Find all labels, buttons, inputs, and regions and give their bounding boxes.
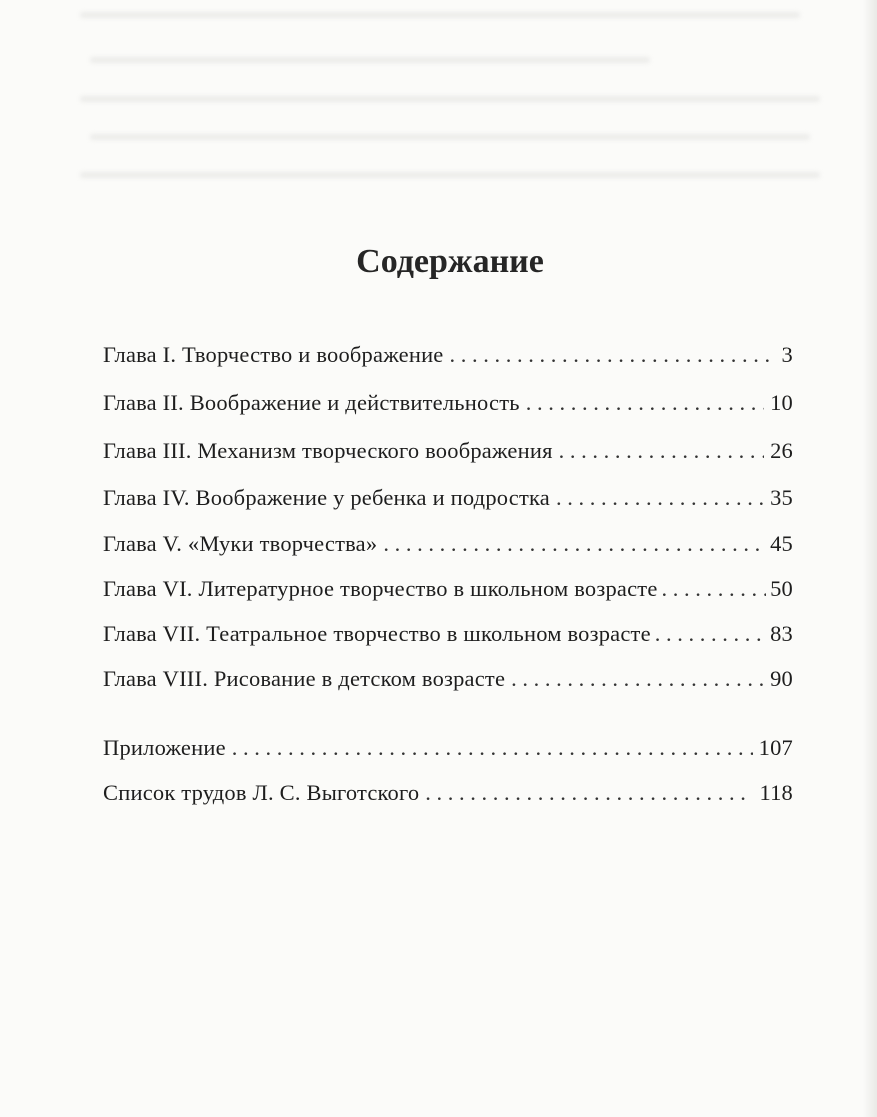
- toc-entry-label: Глава VIII. Рисование в детском возрасте: [103, 666, 506, 691]
- toc-entry-page: 107: [758, 735, 793, 760]
- toc-entry-page: 90: [770, 666, 793, 691]
- toc-entry: [103, 531, 793, 557]
- toc-entry-label: Список трудов Л. С. Выготского: [103, 780, 420, 805]
- toc-entry-appendix: [103, 735, 793, 761]
- toc-entry-page: 45: [770, 531, 793, 556]
- toc-entry-label: Глава V. «Муки творчества»: [103, 531, 378, 556]
- toc-entry: [103, 621, 793, 647]
- toc-entry-label: Глава III. Механизм творческого воображения: [103, 438, 553, 463]
- toc-entry-page: 35: [770, 485, 793, 510]
- toc-entry: [103, 666, 793, 692]
- page-title: Содержание: [356, 243, 544, 280]
- toc-entry-page: 26: [770, 438, 793, 463]
- toc-entry-page: 3: [781, 342, 793, 367]
- toc-entry: [103, 485, 793, 511]
- leader-dots: [383, 531, 764, 557]
- toc-entry: [103, 438, 793, 464]
- leader-dots: [450, 342, 776, 368]
- leader-dots: [232, 735, 753, 761]
- toc-entry-page: 50: [770, 576, 793, 601]
- leader-dots: [425, 780, 753, 806]
- toc-entry-label: Глава II. Воображение и действительность: [103, 390, 520, 415]
- toc-entry: [103, 390, 793, 416]
- toc-entry-bibliography: [103, 780, 793, 806]
- leader-dots: [559, 438, 764, 464]
- toc-entry: [103, 342, 793, 368]
- toc-entry-label: Глава I. Творчество и воображение: [103, 342, 444, 367]
- toc-entry-page: 118: [759, 780, 793, 805]
- leader-dots: [511, 666, 764, 692]
- leader-dots: [526, 390, 764, 416]
- toc-entry: [103, 576, 793, 602]
- page-edge-shadow: [863, 0, 877, 1117]
- toc-entry-page: 83: [770, 621, 793, 646]
- toc-entry-label: Глава VI. Литературное творчество в школьном возрасте: [103, 576, 658, 601]
- leader-dots: [556, 485, 764, 511]
- toc-entry-label: Глава VII. Театральное творчество в школьном возрасте: [103, 621, 651, 646]
- toc-entry-page: 10: [770, 390, 793, 415]
- leader-dots: [655, 621, 766, 647]
- toc-entry-label: Приложение: [103, 735, 226, 760]
- leader-dots: [662, 576, 767, 602]
- toc-entry-label: Глава IV. Воображение у ребенка и подростка: [103, 485, 550, 510]
